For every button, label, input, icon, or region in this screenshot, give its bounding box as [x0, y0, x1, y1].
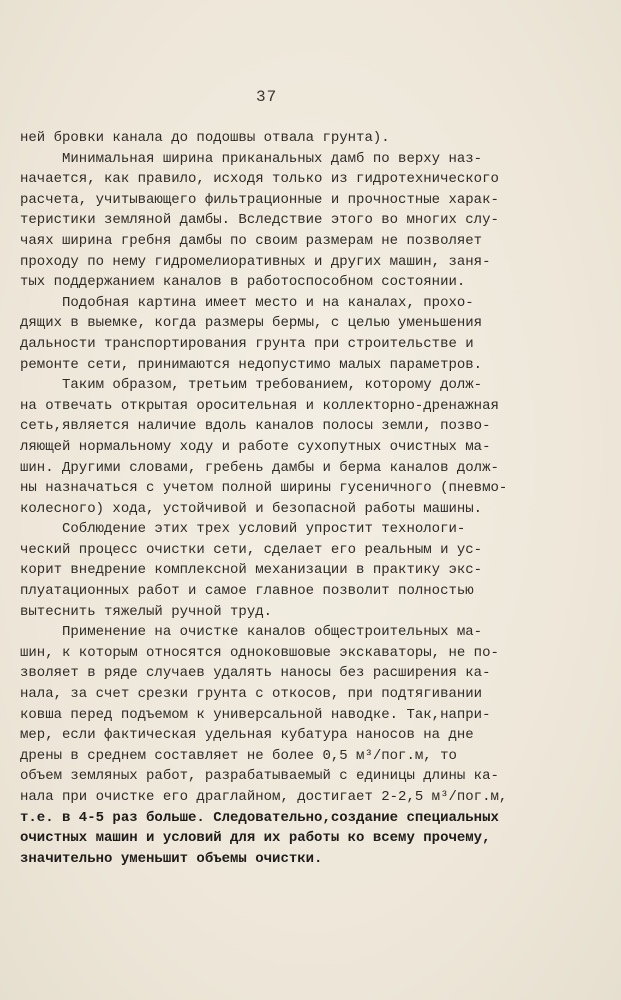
text-line: корит внедрение комплексной механизации в практику экс- [20, 562, 483, 579]
text-line: теристики земляной дамбы. Вследствие этого во многих слу- [20, 212, 499, 229]
text-line: Минимальная ширина приканальных дамб по верху наз- [20, 150, 483, 167]
text-line: плуатационных работ и самое главное позволит полностью [20, 583, 474, 600]
text-line: т.е. в 4-5 раз больше. Следовательно,создание специальных [20, 809, 499, 826]
text-line: на отвечать открытая оросительная и коллекторно-дренажная [20, 397, 499, 414]
text-line: Применение на очистке каналов общестроительных ма- [20, 624, 483, 641]
body-text [20, 128, 520, 869]
text-line: зволяет в ряде случаев удалять наносы без расширения ка- [20, 665, 491, 682]
text-line: значительно уменьшит объемы очистки. [20, 850, 323, 867]
text-line: ней бровки канала до подошвы отвала грунта). [20, 130, 390, 146]
text-line: сеть,является наличие вдоль каналов полосы земли, позво- [20, 418, 491, 435]
text-line: Соблюдение этих трех условий упростит технологи- [20, 521, 466, 538]
text-line: тых поддержанием каналов в работоспособном состоянии. [20, 274, 466, 291]
text-line: чаях ширина гребня дамбы по своим размерам не позволяет [20, 232, 483, 249]
text-line: очистных машин и условий для их работы ко всему прочему, [20, 830, 491, 847]
text-line: объем земляных работ, разрабатываемый с единицы длины ка- [20, 768, 499, 785]
text-line: ляющей нормальному ходу и работе сухопутных очистных ма- [20, 438, 491, 455]
text-line: дальности транспортирования грунта при строительстве и [20, 335, 474, 352]
text-line: дрены в среднем составляет не более 0,5 м³/пог.м, то [20, 747, 457, 764]
text-line: Таким образом, третьим требованием, которому долж- [20, 377, 483, 394]
text-line: ны назначаться с учетом полной ширины гусеничного (пневмо- [20, 480, 508, 497]
text-line: шин. Другими словами, гребень дамбы и берма каналов долж- [20, 459, 499, 476]
text-line: мер, если фактическая удельная кубатура наносов на дне [20, 727, 474, 744]
text-line: нала, за счет срезки грунта с откосов, при подтягивании [20, 686, 483, 703]
text-line: ческий процесс очистки сети, сделает его реальным и ус- [20, 541, 483, 558]
text-line: вытеснить тяжелый ручной труд. [20, 603, 273, 620]
text-line: ремонте сети, принимаются недопустимо малых параметров. [20, 356, 483, 373]
text-line: колесного) хода, устойчивой и безопасной работы машины. [20, 500, 483, 517]
text-line: начается, как правило, исходя только из гидротехнического [20, 171, 499, 188]
page-number: 37 [256, 88, 278, 106]
text-line: проходу по нему гидромелиоративных и других машин, заня- [20, 253, 491, 270]
text-line: Подобная картина имеет место и на каналах, прохо- [20, 294, 474, 311]
text-line: шин, к которым относятся одноковшовые экскаваторы, не по- [20, 644, 499, 661]
text-line: ковша перед подъемом к универсальной наводке. Так,напри- [20, 706, 491, 723]
text-line: расчета, учитывающего фильтрационные и прочностные харак- [20, 191, 499, 208]
text-line: дящих в выемке, когда размеры бермы, с целью уменьшения [20, 315, 483, 332]
text-line: нала при очистке его драглайном, достигает 2-2,5 м³/пог.м, [20, 789, 508, 805]
